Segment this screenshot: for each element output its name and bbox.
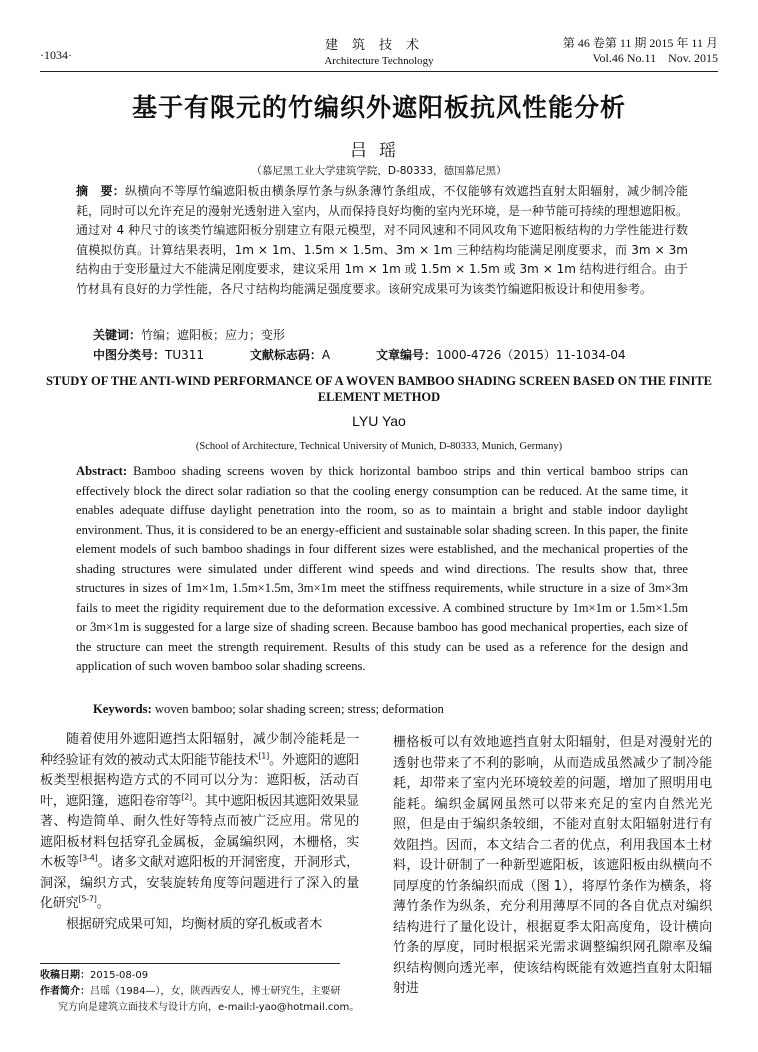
article-no-label: 文章编号： bbox=[375, 348, 436, 362]
clc-value: TU311 bbox=[165, 348, 205, 362]
paper-title-cn: 基于有限元的竹编织外遮阳板抗风性能分析 bbox=[131, 93, 626, 122]
doc-code-value: A bbox=[321, 348, 331, 362]
volume-info-cn: 第 46 卷第 11 期 2015 年 11 月 bbox=[562, 36, 718, 50]
author-bio-line1: 吕瑶（1984—），女，陕西西安人，博士研究生，主要研 bbox=[90, 986, 341, 997]
body-paragraph: 栅格板可以有效地遮挡直射太阳辐射，但是对漫射光的透射也带来了不利的影响，从而造成虽然减少了制冷能耗，却带来了室内光环境较差的问题，增加了照明用电能耗。编织金属网虽然可以带来充足的室内自然光光照，但是由于编织条较细，不能对直射太阳辐射进行有效阻挡。因而，本文结合二者的优点，利用我国本土材料，设计研制了一种新型遮阳板，该遮阳板由纵横向不同厚度的竹条编织而成（图 1），将厚竹条作为横条，将薄竹条作为纵条，充分利用薄厚不同的各自优点对编织结构进行了量化设计，根据夏季太阳高度角，设计横向竹条的厚度，同时根据采光需求调整编织网孔隙率及编织结构侧向透光率，使该结构既能有效遮挡直射太阳辐射进 bbox=[393, 735, 712, 996]
affiliation-cn: （慕尼黑工业大学建筑学院，D-80333，德国慕尼黑） bbox=[251, 165, 507, 177]
abstract-cn-label: 摘 要： bbox=[76, 184, 125, 198]
abstract-en bbox=[76, 462, 688, 677]
doc-code-label: 文献标志码： bbox=[249, 348, 322, 362]
volume-info-en: Vol.46 No.11 Nov. 2015 bbox=[592, 51, 718, 65]
journal-name-en: Architecture Technology bbox=[324, 55, 434, 67]
footnote-rule bbox=[40, 963, 340, 964]
citation: [5-7] bbox=[78, 894, 97, 904]
keywords-cn bbox=[93, 326, 285, 343]
body-column-right bbox=[393, 733, 712, 1000]
received-date: 2015-08-09 bbox=[90, 970, 149, 981]
body-paragraph: 随着使用外遮阳遮挡太阳辐射，减少制冷能耗是一种经验证有效的被动式太阳能节能技术[1]。外遮阳的遮阳板类型根据构造方式的不同可以分为：遮阳板，活动百叶，遮阳篷，遮阳卷帘等[2]。其中遮阳板因其遮阳效果显著、构造简单、耐久性好等特点而被广泛应用。常见的遮阳板材料包括穿孔金属板，金属编织网，木栅格，实木板等[3-4]。诸多文献对遮阳板的开洞密度，开洞形式，洞深，编织方式，安装旋转角度等问题进行了深入的量化研究[5-7]。 bbox=[40, 732, 359, 911]
author-bio-line2: 究方向是建筑立面技术与设计方向，e-mail:l-yao@hotmail.com。 bbox=[58, 1002, 360, 1013]
body-column-left bbox=[40, 730, 359, 935]
citation: [2] bbox=[181, 792, 193, 802]
journal-name-cn: 建筑技术 bbox=[324, 38, 433, 53]
page-number: ·1034· bbox=[40, 48, 72, 62]
received-label: 收稿日期： bbox=[40, 970, 90, 981]
keywords-en-text: woven bamboo; solar shading screen; stress; deformation bbox=[154, 702, 444, 716]
keywords-en bbox=[93, 702, 444, 717]
footnote bbox=[40, 968, 370, 1016]
author-cn: 吕瑶 bbox=[350, 141, 408, 161]
article-no-value: 1000-4726（2015）11-1034-04 bbox=[435, 348, 626, 362]
abstract-cn bbox=[76, 182, 688, 299]
clc-label: 中图分类号： bbox=[93, 348, 166, 362]
citation: [1] bbox=[258, 751, 270, 761]
keywords-en-label: Keywords: bbox=[93, 702, 152, 716]
citation: [3-4] bbox=[79, 853, 98, 863]
abstract-en-text: Bamboo shading screens woven by thick horizontal bamboo strips and thin vertical bamboo strips can effectively block the direct solar radiation so that the cooling energy consumption can be reduced. At the same time, it enables adequate diffuse daylight penetration into the room, so as to maintain a bright and stable indoor daylight environment. Thus, it is considered to be an energy-efficient and sustainable solar shading screen. In this paper, the finite element models of such bamboo shadings in four different sizes were established, and the mechanical properties of the shading structures were simulated under different wind speeds and wind directions. The results show that, three structures in sizes of 1m×1m, 1.5m×1.5m, 3m×1m meet the stiffness requirements, while structure in a size of 3m×3m fails to meet the rigidity requirement due to the deformation excessive. A combined structure by 1m×1m or 1.5m×1.5m or 3m×1m is suggested for a large size of shading screen. Because bamboo has good mechanical properties, each size of the structure can meet the strength requirement. Results of this study can be used as a reference for the design and application of such woven bamboo solar shading screens. bbox=[76, 464, 688, 673]
body-paragraph: 根据研究成果可知，均衡材质的穿孔板或者木 bbox=[66, 916, 323, 932]
header-rule bbox=[40, 71, 718, 72]
author-en: LYU Yao bbox=[352, 413, 406, 429]
abstract-en-label: Abstract: bbox=[76, 464, 128, 478]
author-bio-label: 作者简介： bbox=[40, 986, 90, 997]
abstract-cn-text: 纵横向不等厚竹编遮阳板由横条厚竹条与纵条薄竹条组成，不仅能够有效遮挡直射太阳辐射，减少制冷能耗，同时可以允许充足的漫射光透射进入室内，从而保持良好均衡的室内光环境，是一种节能可持续的理想遮阳板。通过对 4 种尺寸的该类竹编遮阳板分别建立有限元模型，对不同风速和不同风攻角下遮阳板结构的力学性能进行数值模拟仿真。计算结果表明，1m × 1m、1.5m × 1.5m、3m × 1m 三种结构均能满足刚度要求，而 3m × 3m 结构由于变形量过大不能满足刚度要求，建议采用 1m × 1m 或 1.5m × 1.5m 或 3m × 1m 结构进行组合。由于竹材具有良好的力学性能，各尺寸结构均能满足强度要求。该研究成果可为该类竹编遮阳板设计和使用参考。 bbox=[76, 184, 689, 296]
volume-info bbox=[563, 36, 718, 66]
paper-title-en: STUDY OF THE ANTI-WIND PERFORMANCE OF A WOVEN BAMBOO SHADING SCREEN BASED ON THE FINITE ELEMENT METHOD bbox=[45, 374, 713, 404]
keywords-cn-label: 关键词： bbox=[93, 328, 142, 342]
classification-meta bbox=[93, 346, 668, 363]
keywords-cn-text: 竹编；遮阳板；应力；变形 bbox=[141, 328, 286, 342]
affiliation-en: (School of Architecture, Technical University of Munich, D-80333, Munich, Germany) bbox=[195, 441, 563, 452]
